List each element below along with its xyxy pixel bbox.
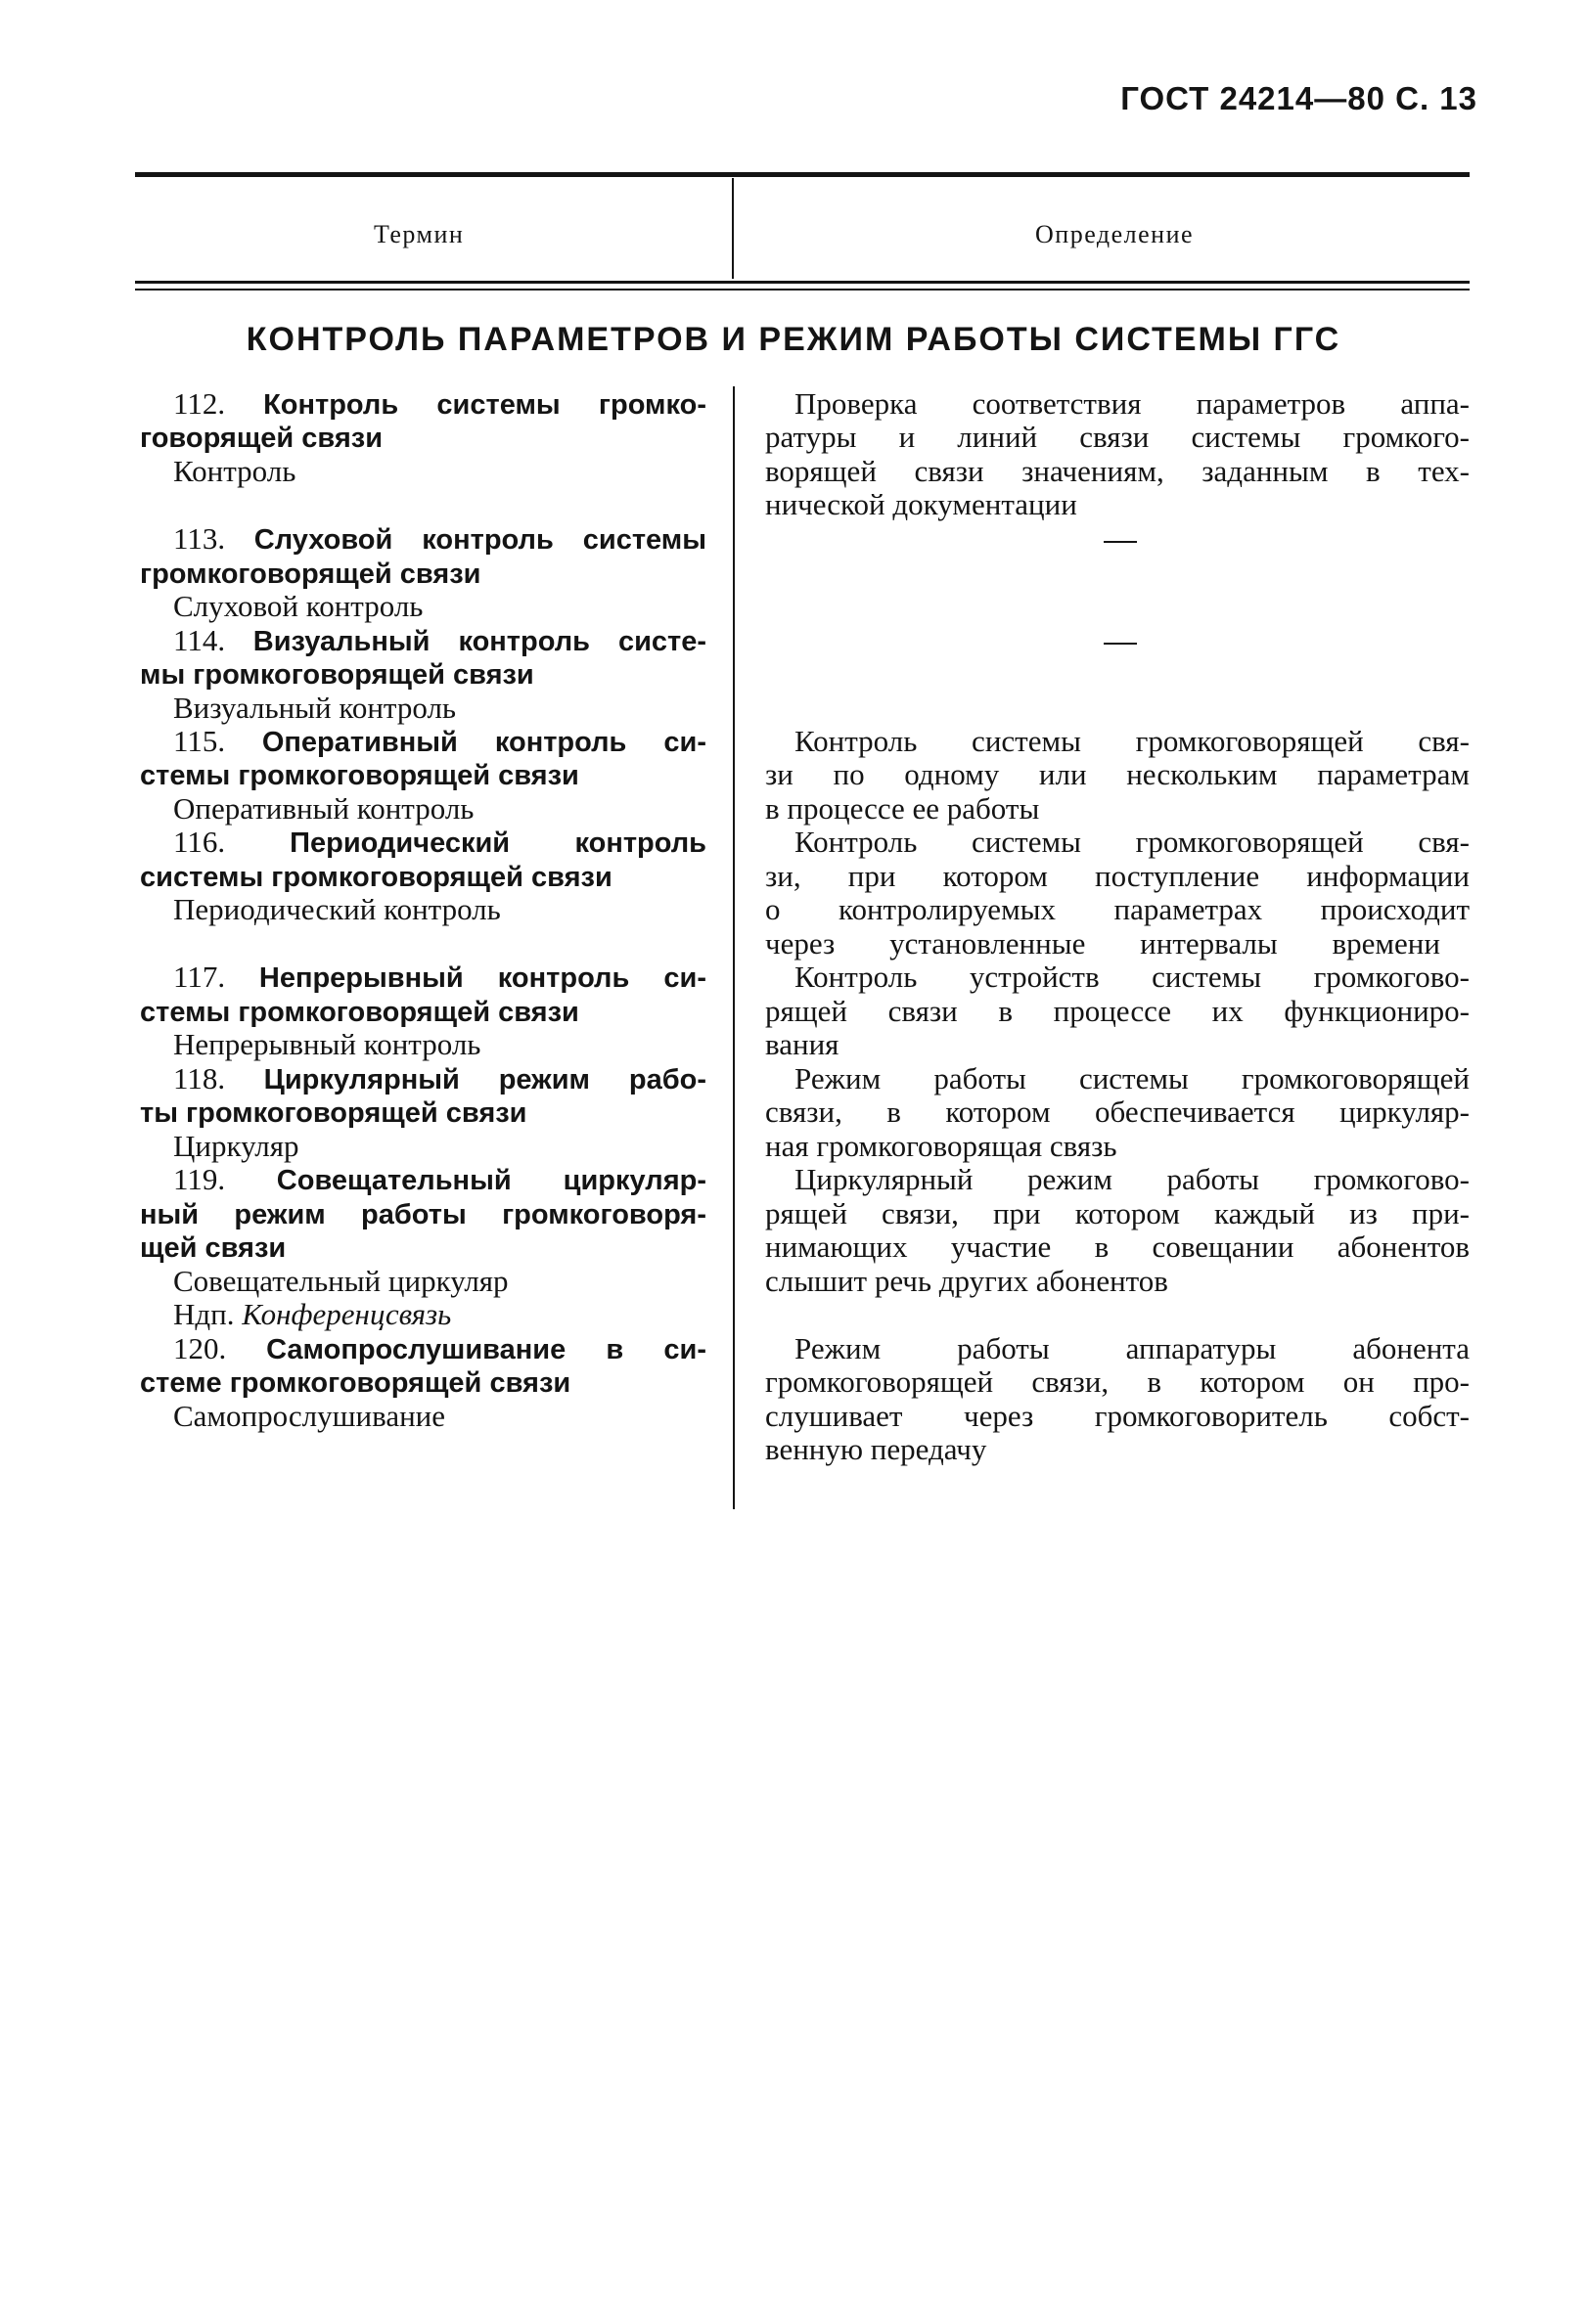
term-116-number: 116. <box>173 825 226 859</box>
header-double-rule-upper <box>135 281 1470 284</box>
term-119-title: Совещательный циркуляр- <box>276 1165 707 1196</box>
term-120-title-cont: стеме громкоговорящей связи <box>140 1367 571 1399</box>
term-112-title: Контроль системы громко- <box>263 389 706 421</box>
term-119-number: 119. <box>173 1162 226 1196</box>
term-120-line-2 <box>140 1365 570 1400</box>
term-120-short: Самопрослушивание <box>173 1399 446 1433</box>
definition-115-line-1: Контроль системы громкоговорящей свя- <box>794 724 1470 758</box>
column-header-term: Термин <box>374 220 465 248</box>
header-double-rule-lower <box>135 289 1470 290</box>
table-top-rule <box>135 172 1470 177</box>
term-118-title: Циркулярный режим рабо- <box>263 1064 706 1095</box>
term-114-number: 114. <box>173 623 226 657</box>
term-115-line-2 <box>140 758 579 792</box>
term-112-short: Контроль <box>173 454 296 488</box>
term-119-line-2 <box>140 1197 706 1231</box>
term-113-number: 113. <box>173 521 226 556</box>
definition-119-line-2: рящей связи, при котором каждый из при- <box>765 1196 1470 1230</box>
term-117-title-cont: стемы громкоговорящей связи <box>140 997 579 1028</box>
term-115-title-cont: стемы громкоговорящей связи <box>140 760 579 791</box>
definition-114-dash <box>1104 643 1137 645</box>
term-117-line-2 <box>140 995 579 1029</box>
term-113-title-cont: громкоговорящей связи <box>140 559 481 590</box>
term-120-line-1 <box>173 1332 706 1366</box>
term-112-line-1 <box>173 387 706 422</box>
term-117-short: Непрерывный контроль <box>173 1027 481 1061</box>
page-header-code: ГОСТ 24214—80 С. 13 <box>1120 80 1477 116</box>
term-113-line-2 <box>140 557 480 591</box>
definition-118-line-1: Режим работы системы громкоговорящей <box>794 1061 1470 1095</box>
definition-116-line-4: через установленные интервалы времени <box>765 926 1440 961</box>
term-116-title-cont: системы громкоговорящей связи <box>140 862 612 893</box>
term-116-title: Периодический контроль <box>290 827 706 859</box>
term-117-title: Непрерывный контроль си- <box>258 962 706 994</box>
term-116-line-2 <box>140 860 612 894</box>
definition-119-line-1: Циркулярный режим работы громкогово- <box>794 1162 1470 1196</box>
term-118-number: 118. <box>173 1061 226 1095</box>
definition-120-line-3: слушивает через громкоговоритель собст- <box>765 1399 1470 1433</box>
definition-120-line-4: венную передачу <box>765 1432 987 1466</box>
term-115-title: Оперативный контроль си- <box>261 727 707 758</box>
term-120-number: 120. <box>173 1331 227 1365</box>
definition-113-dash <box>1104 541 1137 543</box>
section-title: КОНТРОЛЬ ПАРАМЕТРОВ И РЕЖИМ РАБОТЫ СИСТЕМЫ ГГС <box>246 321 1341 358</box>
term-118-line-1 <box>173 1062 706 1096</box>
term-119-title-cont: ный режим работы громкоговоря- <box>140 1199 706 1230</box>
term-118-line-2 <box>140 1095 527 1130</box>
term-112-title-cont: говорящей связи <box>140 423 384 454</box>
definition-115-line-2: зи по одному или нескольким параметрам <box>765 757 1470 791</box>
term-115-number: 115. <box>173 724 226 758</box>
header-column-divider <box>732 178 734 279</box>
definition-117-line-3: вания <box>765 1027 839 1061</box>
term-115-line-1 <box>173 725 706 759</box>
term-118-title-cont: ты громкоговорящей связи <box>140 1097 527 1129</box>
definition-112-line-1: Проверка соответствия параметров аппа- <box>794 386 1470 421</box>
definition-116-line-1: Контроль системы громкоговорящей свя- <box>794 825 1470 859</box>
definition-112-line-4: нической документации <box>765 487 1077 521</box>
column-header-definition: Определение <box>1035 220 1195 248</box>
definition-118-line-2: связи, в котором обеспечивается циркуляр- <box>765 1095 1470 1129</box>
definition-120-line-2: громкоговорящей связи, в котором он про- <box>765 1364 1470 1399</box>
deprecated-term: Конференцсвязь <box>242 1297 452 1331</box>
term-114-title-cont: мы громкоговорящей связи <box>140 659 534 691</box>
term-118-short: Циркуляр <box>173 1129 299 1163</box>
body-column-divider <box>733 386 735 1509</box>
definition-117-line-2: рящей связи в процессе их функциониро- <box>765 994 1470 1028</box>
term-114-title: Визуальный контроль систе- <box>252 626 707 657</box>
term-113-line-1 <box>173 522 706 557</box>
term-116-short: Периодический контроль <box>173 892 501 926</box>
term-115-short: Оперативный контроль <box>173 791 475 826</box>
definition-116-line-3: о контролируемых параметрах происходит <box>765 892 1470 926</box>
term-114-line-1 <box>173 624 706 658</box>
term-113-title: Слуховой контроль системы <box>253 524 706 556</box>
term-114-short: Визуальный контроль <box>173 691 457 725</box>
term-112-number: 112. <box>173 386 226 421</box>
term-117-line-1 <box>173 961 706 995</box>
definition-119-line-3: нимающих участие в совещании абонентов <box>765 1229 1470 1264</box>
definition-120-line-1: Режим работы аппаратуры абонента <box>794 1331 1470 1365</box>
term-114-line-2 <box>140 657 534 692</box>
term-119-deprecated <box>173 1298 451 1331</box>
definition-118-line-3: ная громкоговорящая связь <box>765 1129 1117 1163</box>
term-116-line-1 <box>173 826 706 860</box>
term-119-short: Совещательный циркуляр <box>173 1264 509 1298</box>
term-119-line-3 <box>140 1230 286 1265</box>
term-119-line-1 <box>173 1163 706 1197</box>
term-117-number: 117. <box>173 960 226 994</box>
deprecated-label: Ндп. <box>173 1297 235 1331</box>
definition-116-line-2: зи, при котором поступление информации <box>765 859 1470 893</box>
definition-117-line-1: Контроль устройств системы громкогово- <box>794 960 1470 994</box>
term-113-short: Слуховой контроль <box>173 589 424 623</box>
definition-115-line-3: в процессе ее работы <box>765 791 1040 826</box>
term-119-title-cont-2: щей связи <box>140 1232 287 1264</box>
term-112-line-2 <box>140 421 383 455</box>
term-120-title: Самопрослушивание в си- <box>266 1334 706 1365</box>
definition-119-line-4: слышит речь других абонентов <box>765 1264 1168 1298</box>
definition-112-line-3: ворящей связи значениям, заданным в тех- <box>765 454 1470 488</box>
definition-112-line-2: ратуры и линий связи системы громкого- <box>765 420 1470 454</box>
